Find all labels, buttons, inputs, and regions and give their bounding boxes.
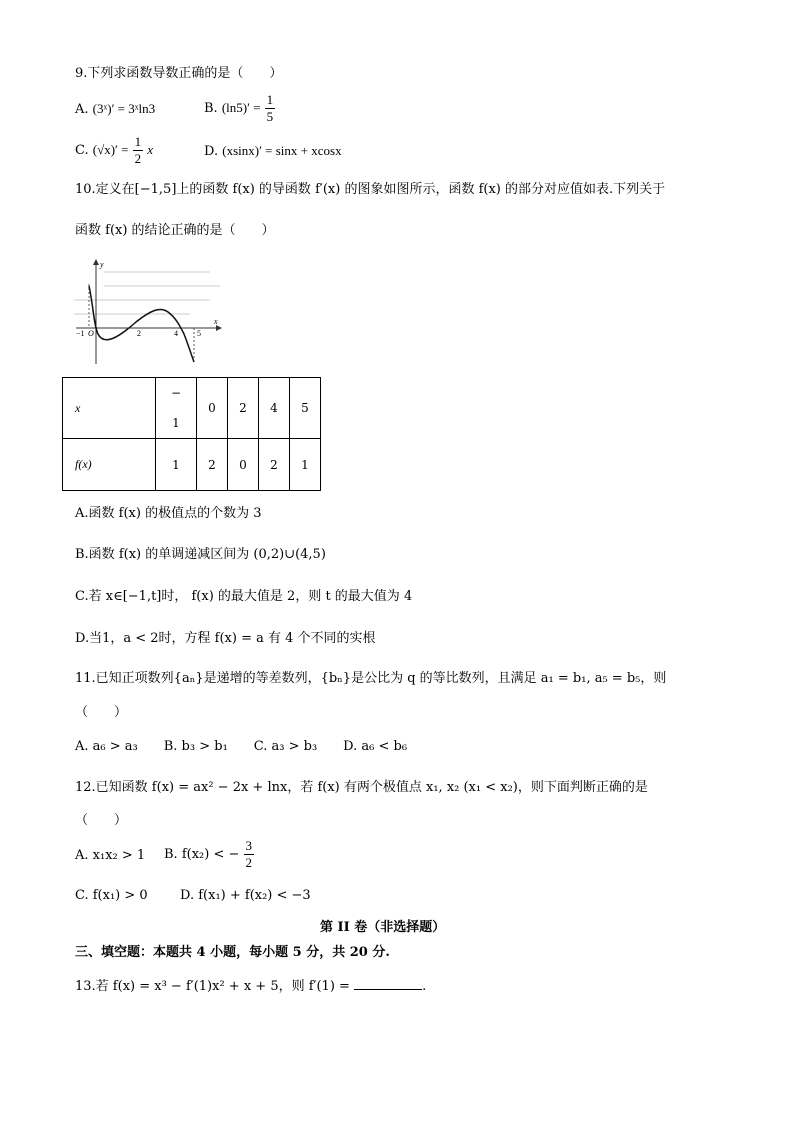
q12-option-a: A. x₁x₂ > 1 <box>75 848 146 863</box>
q12-stem-line2: （ ） <box>75 813 128 828</box>
q10-table-row-x <box>63 378 321 439</box>
q9-option-b <box>204 92 275 125</box>
q11-stem-line1: 11.已知正项数列{aₙ}是递增的等差数列，{bₙ}是公比为 q 的等比数列，且满足 a₁ = b₁, a₅ = b₅，则 <box>75 671 667 686</box>
section-title: 第 II 卷（非选择题） <box>320 920 446 935</box>
q9-option-c-label: C. <box>75 143 89 158</box>
section-heading: 三、填空题：本题共 4 小题，每小题 5 分，共 20 分. <box>75 945 390 960</box>
q10-table-row-f <box>63 439 321 491</box>
q10-table-f-cell-2: 2 <box>197 439 228 491</box>
q11-stem-line2: （ ） <box>75 705 128 720</box>
q9-option-b-denominator: 5 <box>266 109 274 124</box>
q12-option-b <box>164 838 254 871</box>
q13 <box>75 977 426 996</box>
q10-option-d: D.当1，a < 2时，方程 f(x) = a 有 4 个不同的实根 <box>75 631 376 646</box>
q10-stem-line1: 10.定义在[−1,5]上的函数 f(x) 的导函数 f′(x) 的图象如图所示，函数 f(x) 的部分对应值如表.下列关于 <box>75 182 666 197</box>
q12-option-b-numerator: 3 <box>245 838 253 853</box>
q9-option-b-label: B. <box>204 101 218 116</box>
q10-table-x-cell-2: 0 <box>197 378 228 439</box>
q10-value-table <box>62 377 321 491</box>
q10-option-b: B.函数 f(x) 的单调递减区间为 (0,2)∪(4,5) <box>75 547 326 562</box>
q10-graph-y-label: y <box>100 260 104 269</box>
q9-option-b-numerator: 1 <box>266 92 274 107</box>
q9-option-a <box>75 100 155 119</box>
q9-option-c-fraction <box>133 134 144 167</box>
q9-option-d-label: D. <box>204 144 219 159</box>
q10-table-f-cell-4: 2 <box>259 439 290 491</box>
q10-option-a: A.函数 f(x) 的极值点的个数为 3 <box>75 506 262 521</box>
q13-end: . <box>422 979 427 994</box>
q10-table-x-cell-3: 2 <box>228 378 259 439</box>
q10-table-x-cell-1-bottom: 1 <box>172 416 180 430</box>
q10-table-x-cell-1 <box>156 378 197 439</box>
q9-stem: 9.下列求函数导数正确的是（ ） <box>75 66 283 81</box>
q9-option-b-fraction <box>265 92 276 125</box>
q13-stem: 13.若 f(x) = x³ − f′(1)x² + x + 5，则 f′(1) = <box>75 979 350 994</box>
q10-table-f-cell-3: 0 <box>228 439 259 491</box>
q9-option-b-left: (ln5)′ = <box>221 100 261 115</box>
q10-stem-line2: 函数 f(x) 的结论正确的是（ ） <box>75 223 275 238</box>
q9-option-c-var: x <box>147 142 154 157</box>
q10-table-x-cell-1-top: − <box>170 386 182 400</box>
q12-option-d: D. f(x₁) + f(x₂) < −3 <box>180 888 311 903</box>
q12-option-b-denominator: 2 <box>245 855 253 870</box>
q10-table-x-label: x <box>63 378 156 439</box>
q10-derivative-graph <box>70 256 226 368</box>
q10-table-x-cell-5: 5 <box>290 378 321 439</box>
q11-options: A. a₆ > a₃ B. b₃ > b₁ C. a₃ > b₃ D. a₆ < b₆ <box>75 739 408 754</box>
q12-option-b-left: B. f(x₂) < − <box>164 847 240 862</box>
q10-table-f-cell-5: 1 <box>290 439 321 491</box>
q10-graph-tick-origin: O <box>88 329 94 338</box>
q9-option-c <box>75 134 153 167</box>
q9-option-c-left: (√x)′ = <box>92 142 129 157</box>
q10-table-f-label: f(x) <box>63 439 156 491</box>
q10-graph-tick-neg1: −1 <box>76 329 85 338</box>
q12-option-c: C. f(x₁) > 0 <box>75 888 148 903</box>
q10-graph-tick-5: 5 <box>197 329 201 338</box>
q10-graph-tick-2: 2 <box>137 329 141 338</box>
q12-stem-line1: 12.已知函数 f(x) = ax² − 2x + lnx，若 f(x) 有两个极值点 x₁, x₂ (x₁ < x₂)，则下面判断正确的是 <box>75 780 648 795</box>
q9-option-a-label: A. <box>75 102 89 117</box>
q10-graph-x-label: x <box>214 317 218 326</box>
q12-option-b-fraction <box>244 838 255 871</box>
q13-answer-blank <box>354 977 422 990</box>
q10-graph-tick-4: 4 <box>174 329 178 338</box>
q10-table-f-cell-1: 1 <box>156 439 197 491</box>
q9-option-d-expr: (xsinx)′ = sinx + xcosx <box>222 143 342 158</box>
q10-option-c: C.若 x∈[−1,t]时， f(x) 的最大值是 2，则 t 的最大值为 4 <box>75 589 413 604</box>
q9-option-a-expr: (3ˣ)′ = 3ˣln3 <box>92 101 156 116</box>
q9-option-d <box>204 142 342 161</box>
q9-option-c-numerator: 1 <box>134 134 142 149</box>
q9-option-c-denominator: 2 <box>134 151 142 166</box>
q10-table-x-cell-4: 4 <box>259 378 290 439</box>
